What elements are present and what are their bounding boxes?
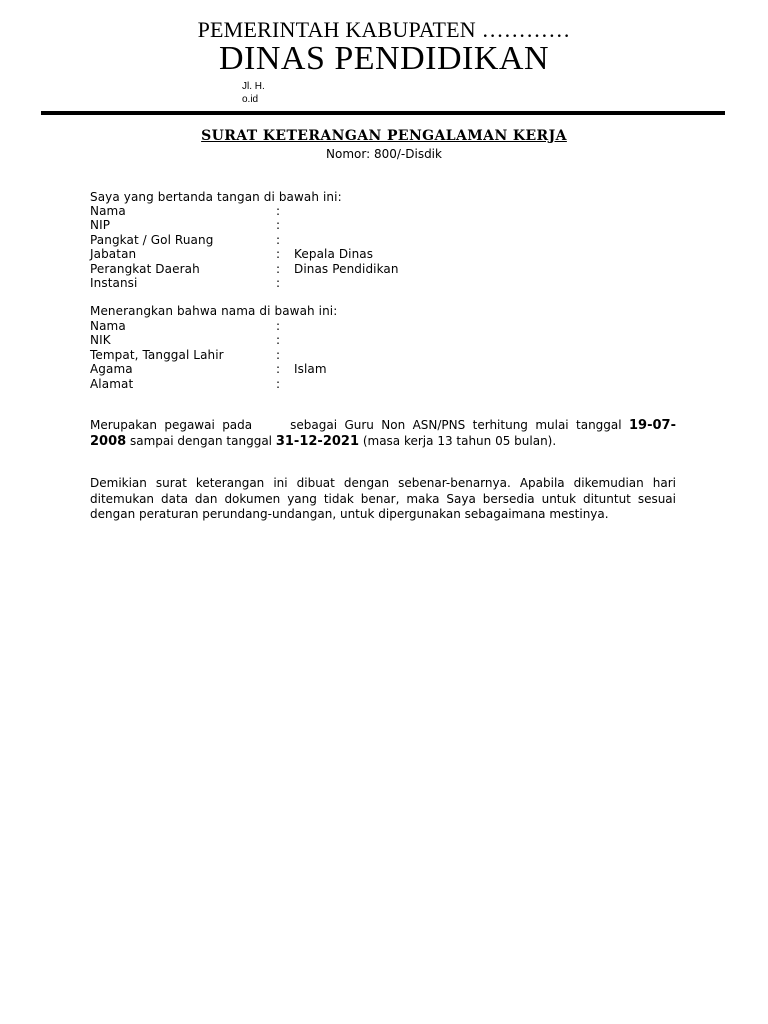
statement-part-4: (masa kerja 13 tahun 05 bulan). (362, 433, 557, 448)
field-colon: : (276, 275, 281, 290)
signer-field-row (90, 204, 399, 218)
field-label: Alamat (90, 376, 134, 391)
employee-field-row (90, 362, 327, 376)
letterhead-address (242, 80, 265, 106)
field-colon: : (276, 362, 281, 377)
start-date: 19-07-2008 (90, 418, 676, 449)
field-colon: : (276, 204, 281, 218)
letterhead-address-line-2: o.id (242, 94, 259, 105)
letter-title: SURAT KETERANGAN PENGALAMAN KERJA (201, 128, 567, 144)
letterhead-address-line-1: Jl. H. (242, 81, 265, 92)
signer-intro: Saya yang bertanda tangan di bawah ini: (90, 190, 342, 204)
statement-part-2: sebagai Guru Non ASN/PNS terhitung mulai tanggal (290, 418, 622, 432)
employee-field-row (90, 348, 327, 362)
field-value: Islam (294, 362, 327, 377)
employment-statement (90, 418, 676, 449)
field-colon: : (276, 261, 281, 276)
signer-fields (90, 204, 399, 290)
signer-field-row (90, 218, 399, 232)
signer-field-row (90, 262, 399, 276)
field-label: Pangkat / Gol Ruang (90, 232, 214, 247)
field-label: Agama (90, 362, 133, 377)
field-label: Nama (90, 204, 126, 218)
field-label: Nama (90, 319, 126, 333)
field-value: Kepala Dinas (294, 247, 374, 262)
signer-field-row (90, 233, 399, 247)
employee-fields (90, 319, 327, 391)
field-colon: : (276, 218, 281, 233)
field-colon: : (276, 347, 281, 362)
employee-field-row (90, 319, 327, 333)
end-date: 31-12-2021 (275, 433, 359, 449)
field-label: NIK (90, 333, 111, 348)
letterhead-divider (41, 111, 725, 115)
field-label: NIP (90, 218, 111, 233)
field-colon: : (276, 333, 281, 348)
field-colon: : (276, 376, 281, 391)
statement-part-1: Merupakan pegawai pada (90, 418, 253, 432)
letterhead-agency: DINAS PENDIDIKAN (218, 40, 550, 77)
employee-intro: Menerangkan bahwa nama di bawah ini: (90, 304, 338, 318)
statement-part-3: sampai dengan tanggal (130, 433, 273, 448)
field-colon: : (276, 247, 281, 262)
field-label: Instansi (90, 275, 138, 290)
signer-field-row (90, 276, 399, 290)
field-colon: : (276, 319, 281, 333)
closing-statement: Demikian surat keterangan ini dibuat dengan sebenar-benarnya. Apabila dikemudian hari ditemukan data dan dokumen yang tidak benar, maka Saya bersedia untuk dituntut sesuai dengan peraturan perundang-undangan, untuk dipergunakan sebagaimana mestinya. (90, 476, 676, 521)
employee-field-row (90, 377, 327, 391)
field-label: Tempat, Tanggal Lahir (90, 347, 224, 362)
field-value: Dinas Pendidikan (294, 261, 399, 276)
employee-field-row (90, 333, 327, 347)
signer-field-row (90, 247, 399, 261)
letterhead-government: PEMERINTAH KABUPATEN ………… (197, 17, 571, 42)
field-label: Perangkat Daerah (90, 261, 200, 276)
field-colon: : (276, 232, 281, 247)
field-label: Jabatan (90, 247, 137, 262)
letter-number: Nomor: 800/-Disdik (326, 147, 442, 161)
